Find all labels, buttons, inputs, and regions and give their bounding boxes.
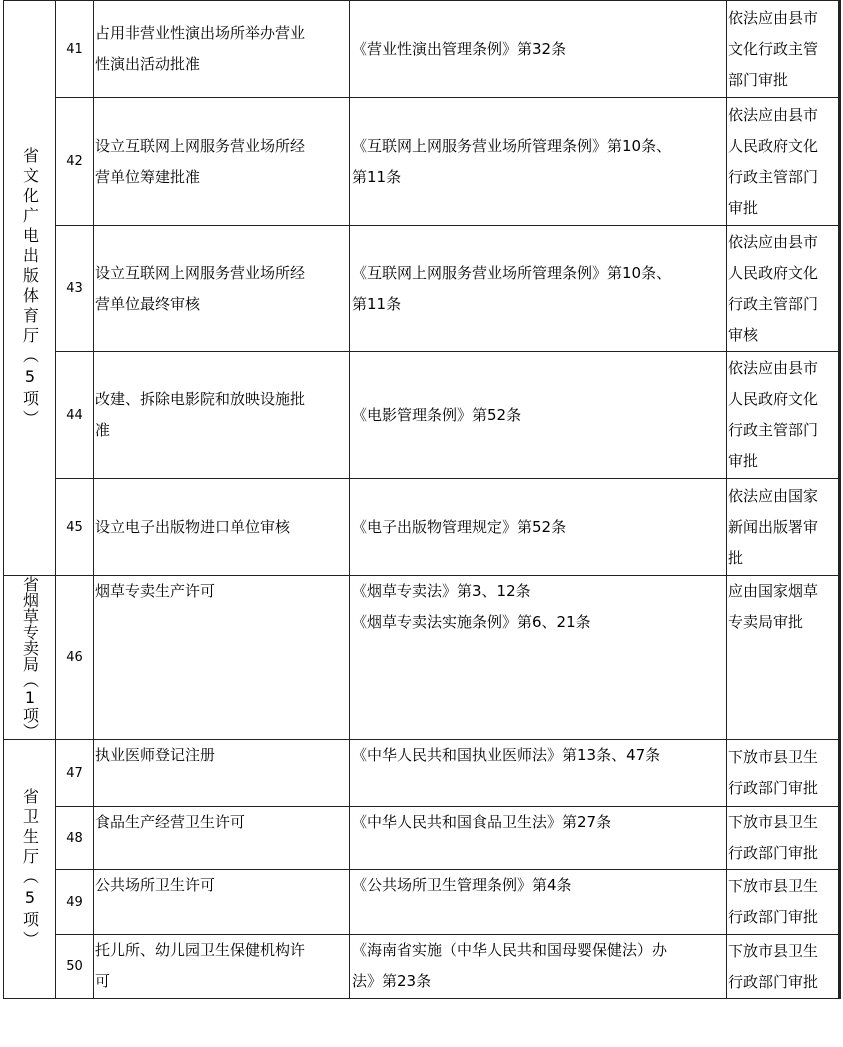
handling-note-line: 下放市县卫生 xyxy=(728,941,819,960)
handling-note-line: 专卖局审批 xyxy=(728,613,804,631)
handling-note-line: 依法应由县市 xyxy=(728,359,819,377)
handling-note xyxy=(727,479,840,576)
item-name-line: 营单位筹建批准 xyxy=(95,167,201,186)
table-row xyxy=(4,807,840,870)
handling-note xyxy=(727,807,840,870)
legal-basis xyxy=(350,479,727,576)
table-row xyxy=(4,935,840,999)
table-body xyxy=(4,1,840,999)
item-name-line: 食品生产经营卫生许可 xyxy=(95,813,246,831)
legal-basis-line: 第11条 xyxy=(352,294,402,313)
table-row xyxy=(4,576,840,740)
item-name-line: 烟草专卖生产许可 xyxy=(95,582,216,600)
department-cell: 省烟草专卖局（1项） xyxy=(4,576,56,740)
item-name-line: 设立互联网上网服务营业场所经 xyxy=(95,136,306,155)
department-cell: 省卫生厅（5项） xyxy=(4,740,56,999)
legal-basis xyxy=(350,740,727,807)
item-number: 44 xyxy=(56,352,94,479)
table-row xyxy=(4,352,840,479)
legal-basis xyxy=(350,870,727,935)
table-row xyxy=(4,870,840,935)
item-name-line: 设立互联网上网服务营业场所经 xyxy=(95,263,306,282)
item-name-line: 改建、拆除电影院和放映设施批 xyxy=(95,390,306,408)
handling-note xyxy=(727,226,840,352)
handling-note-line: 文化行政主管 xyxy=(728,39,819,58)
handling-note-line: 下放市县卫生 xyxy=(728,877,819,895)
handling-note-line: 行政部门审批 xyxy=(728,779,819,797)
legal-basis-line: 《互联网上网服务营业场所管理条例》第10条、 xyxy=(352,263,672,282)
item-name xyxy=(94,98,350,226)
item-number: 47 xyxy=(56,740,94,807)
legal-basis-line: 《海南省实施（中华人民共和国母婴保健法）办 xyxy=(352,941,668,959)
legal-basis-line: 《中华人民共和国食品卫生法》第27条 xyxy=(352,813,612,831)
handling-note-line: 审批 xyxy=(728,198,759,217)
item-name xyxy=(94,479,350,576)
legal-basis xyxy=(350,226,727,352)
legal-basis-line: 法》第23条 xyxy=(352,972,432,990)
handling-note-line: 下放市县卫生 xyxy=(728,813,819,831)
legal-basis-line: 《电子出版物管理规定》第52条 xyxy=(352,517,567,536)
item-name xyxy=(94,226,350,352)
legal-basis-line: 《烟草专卖法实施条例》第6、21条 xyxy=(352,613,591,631)
handling-note xyxy=(727,1,840,98)
handling-note xyxy=(727,740,840,807)
item-name xyxy=(94,352,350,479)
item-number: 50 xyxy=(56,935,94,999)
handling-note-line: 依法应由县市 xyxy=(728,232,819,251)
handling-note-line: 依法应由县市 xyxy=(728,8,819,27)
legal-basis xyxy=(350,807,727,870)
handling-note-line: 依法应由县市 xyxy=(728,105,819,124)
item-name-line: 设立电子出版物进口单位审核 xyxy=(95,517,291,536)
handling-note-line: 批 xyxy=(728,548,744,567)
item-number: 43 xyxy=(56,226,94,352)
handling-note xyxy=(727,98,840,226)
handling-note-line: 审核 xyxy=(728,325,759,344)
handling-note xyxy=(727,352,840,479)
item-name-line: 性演出活动批准 xyxy=(95,55,201,73)
legal-basis-line: 《营业性演出管理条例》第32条 xyxy=(352,39,567,58)
item-name xyxy=(94,740,350,807)
handling-note-line: 行政主管部门 xyxy=(728,294,819,313)
handling-note-line: 行政部门审批 xyxy=(728,844,819,862)
table-row xyxy=(4,740,840,807)
table-row xyxy=(4,1,840,98)
item-name-line: 准 xyxy=(95,421,111,439)
table-row xyxy=(4,98,840,226)
handling-note-line: 下放市县卫生 xyxy=(728,748,819,766)
item-number: 48 xyxy=(56,807,94,870)
item-number: 45 xyxy=(56,479,94,576)
department-cell: 省文化广电出版体育厅（5项） xyxy=(4,1,56,576)
handling-note-line: 新闻出版署审 xyxy=(728,517,819,536)
item-name xyxy=(94,1,350,98)
handling-note-line: 应由国家烟草 xyxy=(728,582,819,600)
handling-note-line: 行政主管部门 xyxy=(728,421,819,439)
legal-basis xyxy=(350,576,727,740)
handling-note xyxy=(727,935,840,999)
handling-note-line: 人民政府文化 xyxy=(728,390,819,408)
legal-basis-line: 《互联网上网服务营业场所管理条例》第10条、 xyxy=(352,136,672,155)
handling-note-line: 人民政府文化 xyxy=(728,263,819,282)
item-name xyxy=(94,935,350,999)
item-name-line: 占用非营业性演出场所举办营业 xyxy=(95,24,306,42)
handling-note xyxy=(727,576,840,740)
legal-basis-line: 《电影管理条例》第52条 xyxy=(352,405,522,424)
item-name-line: 可 xyxy=(95,972,111,990)
legal-basis-line: 《烟草专卖法》第3、12条 xyxy=(352,582,531,600)
item-number: 41 xyxy=(56,1,94,98)
item-name-line: 托儿所、幼儿园卫生保健机构许 xyxy=(95,941,306,959)
handling-note-line: 部门审批 xyxy=(728,70,789,89)
item-name xyxy=(94,807,350,870)
legal-basis xyxy=(350,935,727,999)
legal-basis-line: 《公共场所卫生管理条例》第4条 xyxy=(352,876,572,894)
handling-note-line: 行政部门审批 xyxy=(728,908,819,926)
legal-basis xyxy=(350,1,727,98)
handling-note-line: 人民政府文化 xyxy=(728,136,819,155)
legal-basis-line: 第11条 xyxy=(352,167,402,186)
handling-note-line: 行政主管部门 xyxy=(728,167,819,186)
handling-note-line: 审批 xyxy=(728,452,759,470)
handling-note-line: 依法应由国家 xyxy=(728,486,819,505)
item-name-line: 执业医师登记注册 xyxy=(95,746,216,764)
handling-note-line: 行政部门审批 xyxy=(728,972,819,991)
legal-basis xyxy=(350,352,727,479)
table-row xyxy=(4,479,840,576)
item-name-line: 营单位最终审核 xyxy=(95,294,201,313)
table-row xyxy=(4,226,840,352)
item-name xyxy=(94,576,350,740)
item-number: 46 xyxy=(56,576,94,740)
handling-note xyxy=(727,870,840,935)
item-name xyxy=(94,870,350,935)
approval-items-table xyxy=(3,0,841,999)
item-number: 49 xyxy=(56,870,94,935)
item-number: 42 xyxy=(56,98,94,226)
item-name-line: 公共场所卫生许可 xyxy=(95,876,216,894)
legal-basis xyxy=(350,98,727,226)
legal-basis-line: 《中华人民共和国执业医师法》第13条、47条 xyxy=(352,746,661,764)
